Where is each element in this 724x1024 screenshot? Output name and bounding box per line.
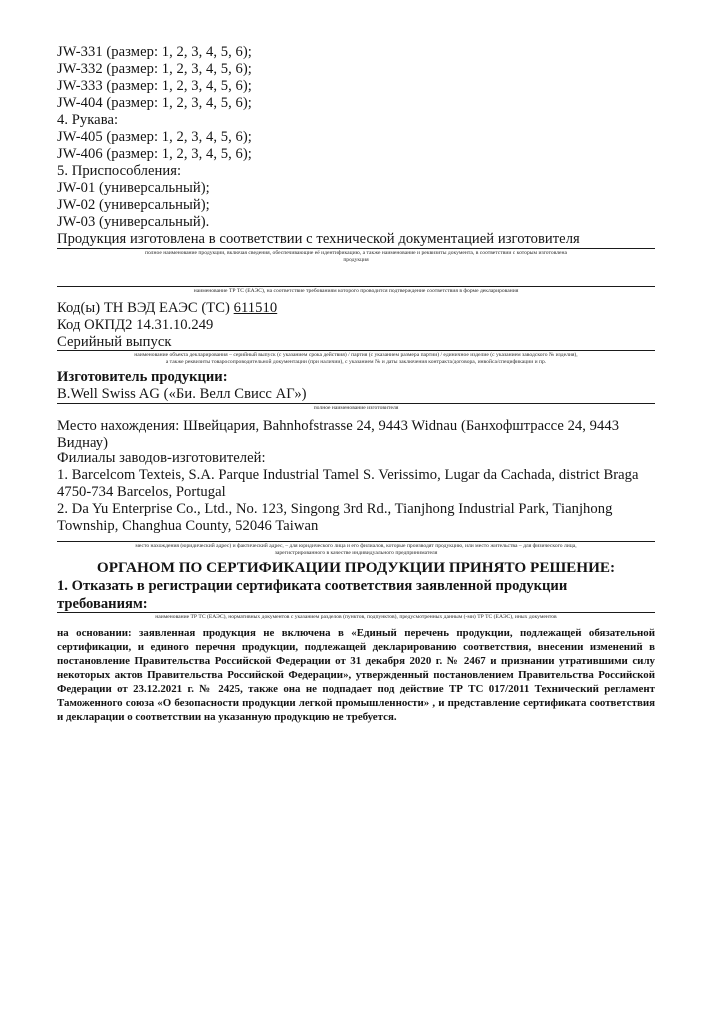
caption-product-name: полное наименование продукции, включая сведения, обеспечивающие её идентификацию, а также наименование и реквизиты документа, в соответствии с которым изготовлена продукция xyxy=(144,250,568,263)
caption-object: наименование объекта декларирования – серийный выпуск (с указанием срока действия) / партия (с указанием размера партии) / единичное изделие (с указанием заводского № изделия), а также реквизиты товаросопроводительной документации (при наличии), с указанием № и даты заключения контракта/договора, инвойса/спецификации и пр. xyxy=(134,352,578,365)
manufacturer-name: B.Well Swiss AG («Би. Велл Свисс АГ») xyxy=(57,386,307,402)
product-line: JW-01 (универсальный); xyxy=(57,180,210,196)
divider xyxy=(57,350,655,351)
product-list xyxy=(57,44,252,231)
caption-manufacturer: полное наименование изготовителя xyxy=(313,405,399,411)
divider xyxy=(57,286,655,287)
tn-ved-label: Код(ы) ТН ВЭД ЕАЭС (ТС) xyxy=(57,300,230,316)
caption-tr-ts: наименование ТР ТС (ЕАЭС), на соответствие требованиям которого проводится подтверждение соответствия в форме декларирования xyxy=(193,288,519,294)
branches-label: Филиалы заводов-изготовителей: xyxy=(57,450,266,466)
product-line: JW-405 (размер: 1, 2, 3, 4, 5, 6); xyxy=(57,129,252,145)
product-line: JW-404 (размер: 1, 2, 3, 4, 5, 6); xyxy=(57,95,252,111)
manufacturer-label: Изготовитель продукции: xyxy=(57,369,228,385)
product-line: JW-03 (универсальный). xyxy=(57,214,210,230)
divider xyxy=(57,541,655,542)
product-line: JW-02 (универсальный); xyxy=(57,197,210,213)
product-line: JW-333 (размер: 1, 2, 3, 4, 5, 6); xyxy=(57,78,252,94)
divider xyxy=(57,403,655,404)
branch-line: Township, Changhua County, 52046 Taiwan xyxy=(57,518,319,534)
divider xyxy=(57,612,655,613)
tn-ved-code: 611510 xyxy=(233,300,278,316)
branch-line: 1. Barcelcom Texteis, S.A. Parque Industrial Tamel S. Verissimo, Lugar da Cachada, district Braga xyxy=(57,467,639,483)
basis-paragraph: на основании: заявленная продукция не включена в «Единый перечень продукции, подлежащей обязательной сертификации, и единого перечня продукции, подлежащей декларированию соответствия, внесении изменений в постановление Правительства Российской Федерации от 31 декабря 2020 г. № 2467 и признании утратившими силу некоторых актов Правительства Российской Федерации», утвержденный постановлением Правительства Российской Федерации от 23.12.2021 г. № 2425, также она не подпадает под действие ТР ТС 017/2011 Технический регламент Таможенного союза «О безопасности продукции легкой промышленности» , и представление сертификата соответствия и декларации о соответствии на указанную продукцию не требуется. xyxy=(57,627,655,723)
divider xyxy=(57,248,655,249)
decision-title: ОРГАНОМ ПО СЕРТИФИКАЦИИ ПРОДУКЦИИ ПРИНЯТО РЕШЕНИЕ: xyxy=(96,559,616,576)
branches-list xyxy=(57,467,639,535)
okpd2-code: Код ОКПД2 14.31.10.249 xyxy=(57,317,214,333)
branch-line: 4750-734 Barcelos, Portugal xyxy=(57,484,226,500)
tn-ved-row xyxy=(57,300,277,317)
product-line: JW-331 (размер: 1, 2, 3, 4, 5, 6); xyxy=(57,44,252,60)
product-section-heading: 5. Приспособления: xyxy=(57,163,182,179)
product-line: JW-332 (размер: 1, 2, 3, 4, 5, 6); xyxy=(57,61,252,77)
serial-release: Серийный выпуск xyxy=(57,334,172,350)
branch-line: 2. Da Yu Enterprise Co., Ltd., No. 123, Singong 3rd Rd., Tianjhong Industrial Park, Tianjhong xyxy=(57,501,613,517)
decision-text: 1. Отказать в регистрации сертификата соответствия заявленной продукции требованиям: xyxy=(57,578,568,612)
manufacturer-location: Место нахождения: Швейцария, Bahnhofstrasse 24, 9443 Widnau (Банхофштрассе 24, 9443 Виднау) xyxy=(57,418,620,451)
product-tech-doc: Продукция изготовлена в соответствии с технической документацией изготовителя xyxy=(57,231,580,247)
product-section-heading: 4. Рукава: xyxy=(57,112,119,128)
caption-address: место нахождения (юридический адрес) и фактический адрес, – для юридического лица и его филиалов, которые производят продукцию, или место жительства – для физического лица, зарегистрированного в качестве индивидуального предпринимателя xyxy=(135,543,577,556)
caption-requirements: наименование ТР ТС (ЕАЭС), нормативных документов с указанием разделов (пунктов, подпунктов), предусмотренных данным (-ми) ТР ТС (ЕАЭС), иных документов xyxy=(155,614,557,620)
product-line: JW-406 (размер: 1, 2, 3, 4, 5, 6); xyxy=(57,146,252,162)
